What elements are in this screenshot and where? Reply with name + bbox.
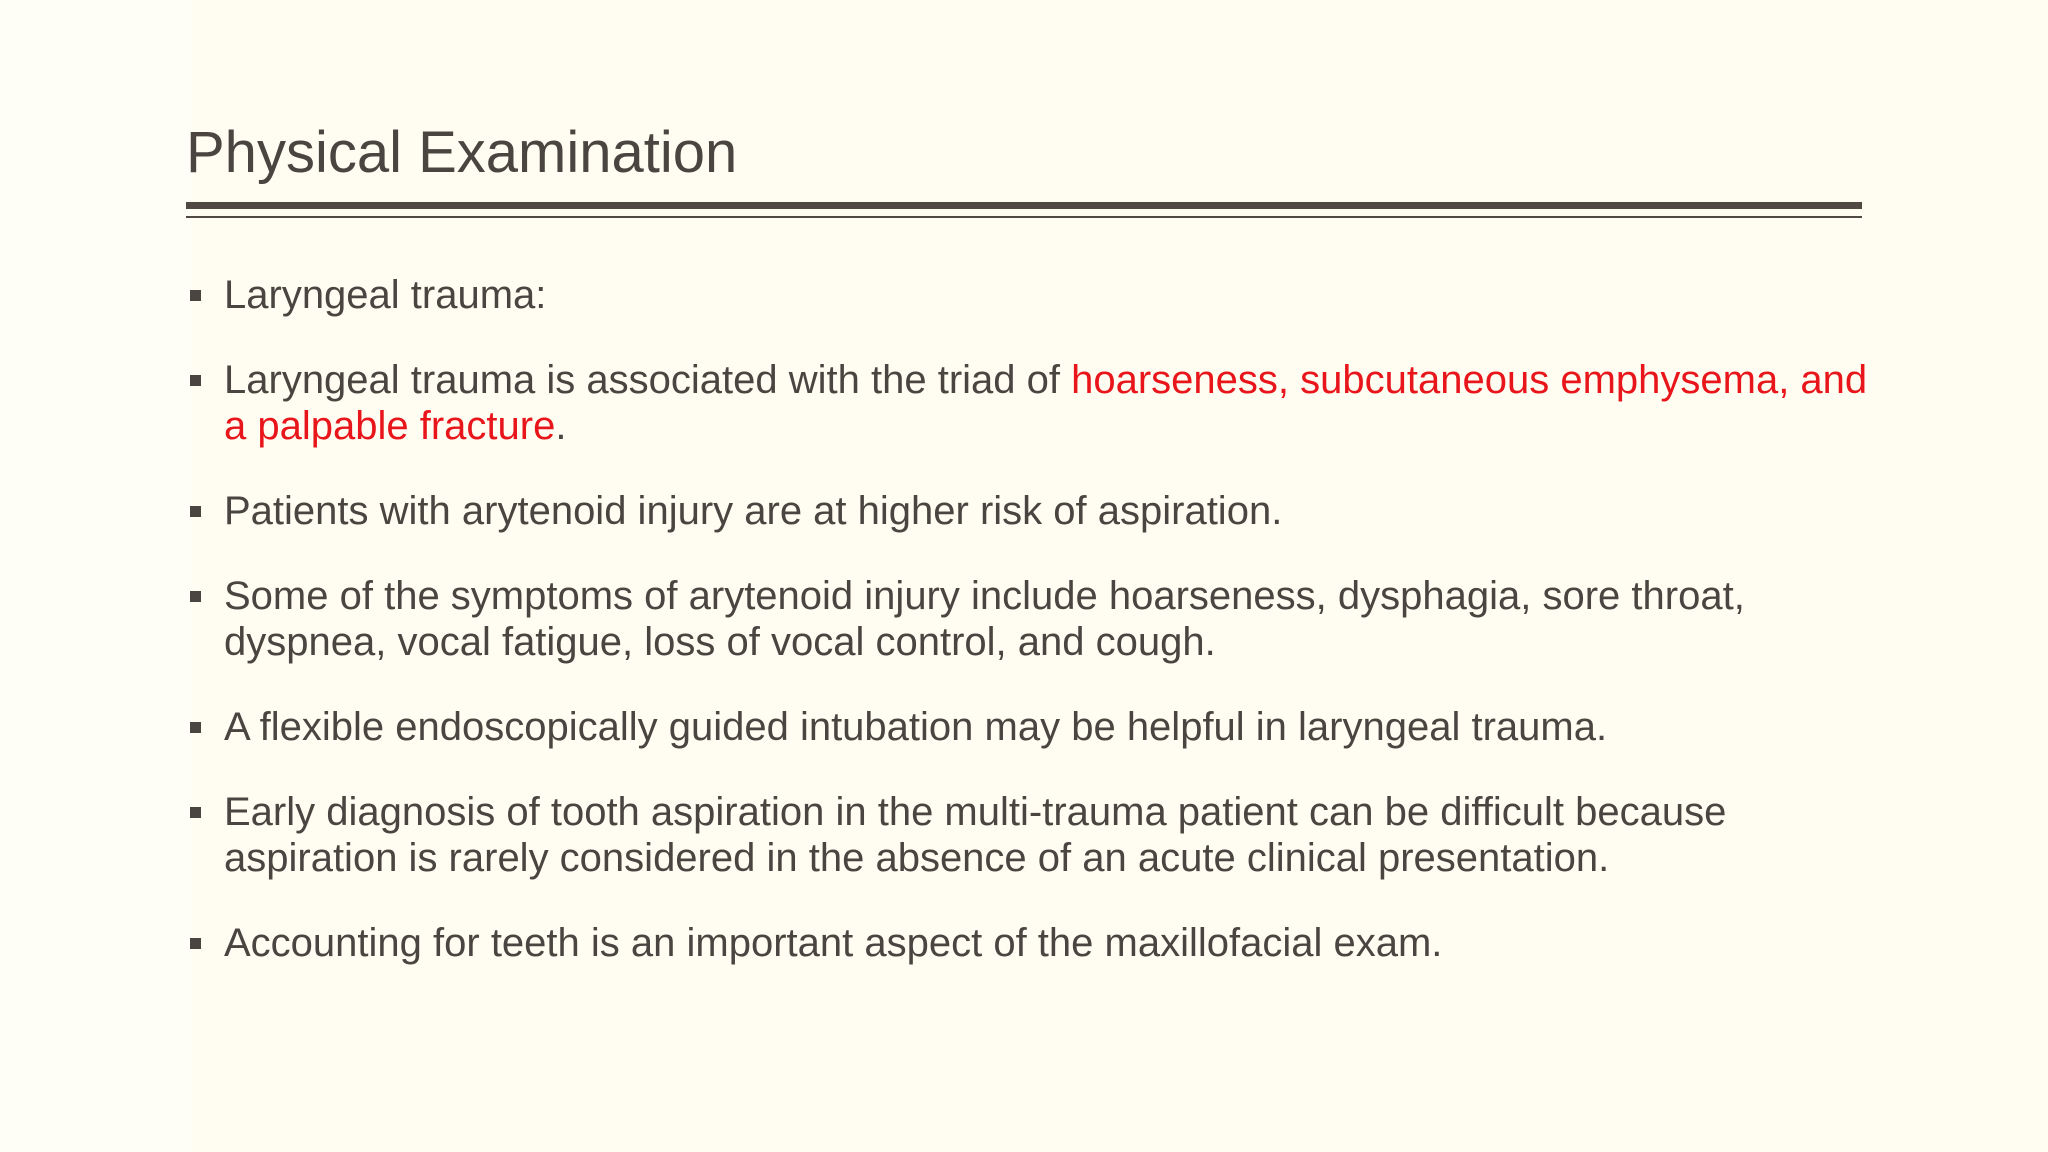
- bullet-text: Laryngeal trauma:: [224, 273, 547, 317]
- slide-title: Physical Examination: [186, 120, 738, 185]
- bullet-text: Early diagnosis of tooth aspiration in the multi-trauma patient can be difficult because aspiration is rarely considered in the absence of an acute clinical presentation.: [224, 790, 1727, 880]
- square-bullet-icon: [190, 938, 201, 949]
- title-rule-thin: [186, 216, 1862, 218]
- bullet-item: [186, 272, 1876, 318]
- slide-left-strip: [0, 0, 193, 1152]
- bullet-item: [186, 920, 1876, 966]
- square-bullet-icon: [190, 290, 201, 301]
- square-bullet-icon: [190, 506, 201, 517]
- bullet-list: [186, 272, 1876, 1005]
- bullet-item: [186, 704, 1876, 750]
- bullet-item: [186, 488, 1876, 534]
- bullet-item: [186, 573, 1876, 665]
- bullet-text: Patients with arytenoid injury are at higher risk of aspiration.: [224, 489, 1283, 533]
- bullet-text: Accounting for teeth is an important aspect of the maxillofacial exam.: [224, 921, 1443, 965]
- square-bullet-icon: [190, 375, 201, 386]
- title-rule-thick: [186, 202, 1862, 209]
- bullet-text-end: .: [555, 404, 567, 448]
- square-bullet-icon: [190, 591, 201, 602]
- bullet-text: Laryngeal trauma is associated with the triad of: [224, 358, 1072, 402]
- bullet-highlight-text: hoarseness, subcutaneous emphysema, and a palpable fracture: [224, 358, 1868, 448]
- bullet-text: A flexible endoscopically guided intubation may be helpful in laryngeal trauma.: [224, 705, 1608, 749]
- bullet-item: [186, 357, 1876, 449]
- square-bullet-icon: [190, 807, 201, 818]
- bullet-item: [186, 789, 1876, 881]
- bullet-text: Some of the symptoms of arytenoid injury include hoarseness, dysphagia, sore throat, dyspnea, vocal fatigue, loss of vocal control, and cough.: [224, 574, 1745, 664]
- square-bullet-icon: [190, 722, 201, 733]
